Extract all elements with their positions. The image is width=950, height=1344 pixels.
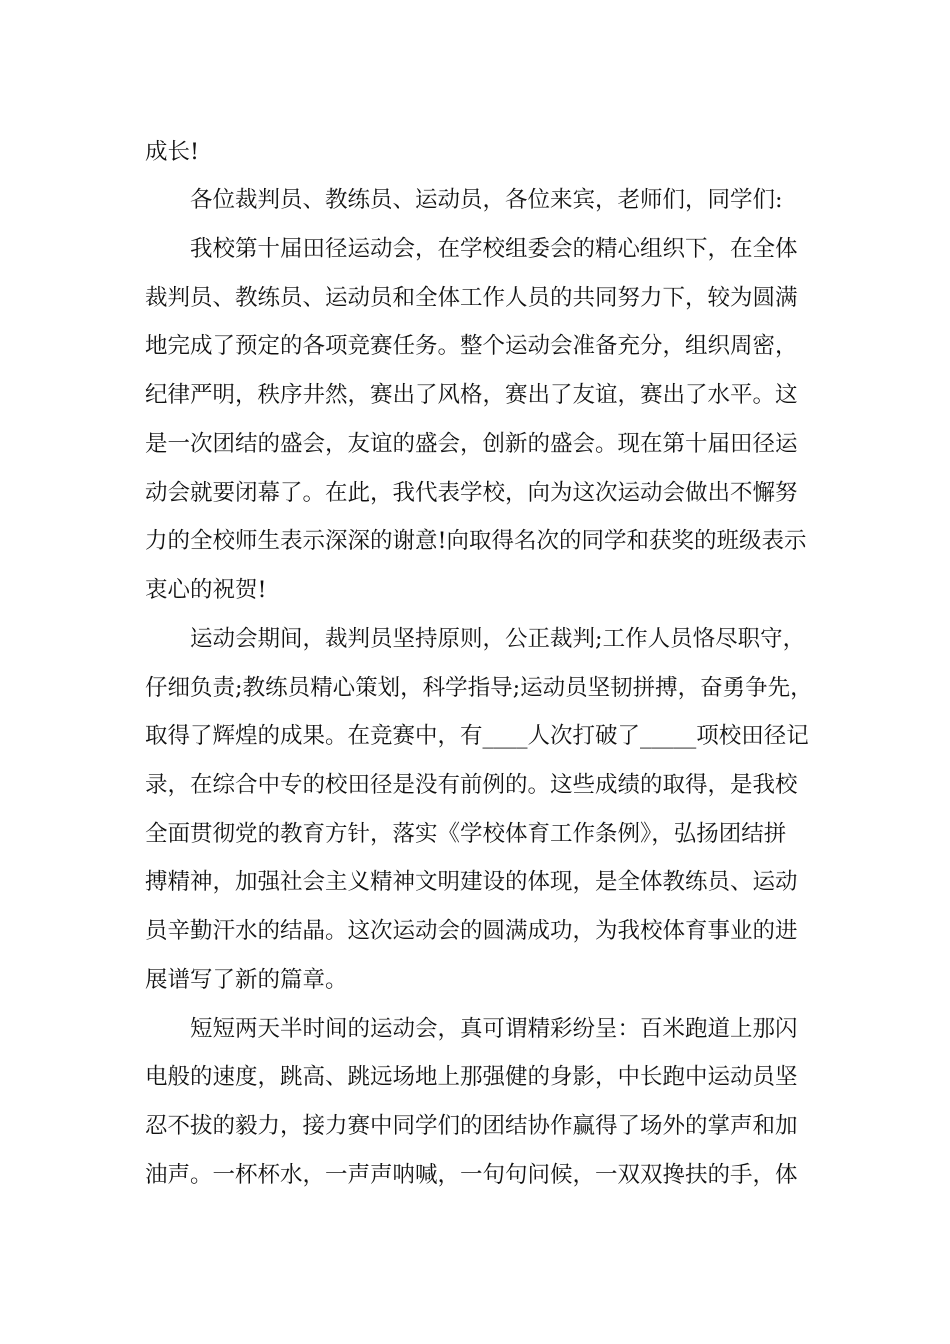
- text-line: 展谱写了新的篇章。: [145, 967, 348, 993]
- text-line: 录，在综合中专的校田径是没有前例的。这些成绩的取得，是我校: [145, 772, 798, 798]
- text-line: 忍不拔的毅力，接力赛中同学们的团结协作赢得了场外的掌声和加: [145, 1113, 798, 1139]
- text-line: 全面贯彻党的教育方针，落实《学校体育工作条例》，弘扬团结拼: [145, 821, 787, 847]
- text-line: 纪律严明，秩序井然，赛出了风格，赛出了友谊，赛出了水平。这: [145, 382, 798, 408]
- text-line: 各位裁判员、教练员、运动员，各位来宾，老师们，同学们:: [190, 187, 783, 213]
- text-line: 成长!: [145, 139, 200, 165]
- text-line: 电般的速度，跳高、跳远场地上那强健的身影，中长跑中运动员坚: [145, 1064, 798, 1090]
- text-line: 搏精神，加强社会主义精神文明建设的体现，是全体教练员、运动: [145, 869, 798, 895]
- text-line: 员辛勤汗水的结晶。这次运动会的圆满成功，为我校体育事业的进: [145, 918, 798, 944]
- text-line: 我校第十届田径运动会，在学校组委会的精心组织下，在全体: [190, 236, 798, 262]
- text-line: 地完成了预定的各项竞赛任务。整个运动会准备充分，组织周密，: [145, 333, 798, 359]
- text-line: 运动会期间，裁判员坚持原则，公正裁判;工作人员恪尽职守，: [190, 626, 806, 652]
- text-line: 力的全校师生表示深深的谢意!向取得名次的同学和获奖的班级表示: [145, 528, 807, 554]
- text-line: 衷心的祝贺!: [145, 577, 267, 603]
- text-line: 油声。一杯杯水，一声声呐喊，一句句问候，一双双搀扶的手，体: [145, 1162, 798, 1188]
- text-line: 动会就要闭幕了。在此，我代表学校，向为这次运动会做出不懈努: [145, 480, 798, 506]
- text-line: 仔细负责;教练员精心策划，科学指导;运动员坚韧拼搏，奋勇争先，: [145, 675, 813, 701]
- text-line: 短短两天半时间的运动会，真可谓精彩纷呈：百米跑道上那闪: [190, 1016, 798, 1042]
- text-line: 裁判员、教练员、运动员和全体工作人员的共同努力下，较为圆满: [145, 285, 798, 311]
- text-line: 是一次团结的盛会，友谊的盛会，创新的盛会。现在第十届田径运: [145, 431, 798, 457]
- text-line: 取得了辉煌的成果。在竞赛中，有____人次打破了_____项校田径记: [145, 723, 809, 749]
